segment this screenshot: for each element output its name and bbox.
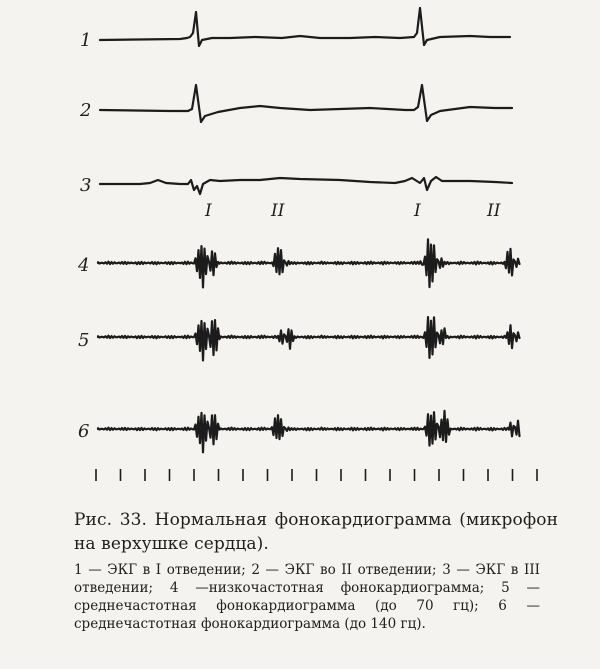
trace-label-3: 3 xyxy=(80,175,92,196)
sound-label-second-1: II xyxy=(271,201,285,221)
ecg-lead-2-trace xyxy=(100,85,512,122)
sound-label-first-1: I xyxy=(205,201,212,221)
pcg-mid-frequency-140-trace xyxy=(98,411,520,453)
pcg-low-frequency-trace xyxy=(98,239,520,287)
trace-label-2: 2 xyxy=(80,100,92,121)
figure-caption: Рис. 33. Нормальная фонокардиограмма (микрофон на верхушке сердца). xyxy=(74,510,558,554)
pcg-mid-frequency-70-trace xyxy=(98,317,520,360)
trace-label-4: 4 xyxy=(78,255,90,276)
trace-label-1: 1 xyxy=(80,30,92,51)
sound-label-first-2: I xyxy=(414,201,421,221)
figure-legend: 1 — ЭКГ в I отведении; 2 — ЭКГ во II отведении; 3 — ЭКГ в III отведении; 4 —низкочастотная фонокардиограмма; 5 — среднечастотная фонокардиограмма (до 70 гц); 6 — среднечастотная фонокардиограмма (до 140 гц). xyxy=(74,562,540,632)
trace-label-5: 5 xyxy=(78,330,90,351)
time-marker-ticks xyxy=(96,469,537,481)
ecg-lead-3-trace xyxy=(100,177,512,194)
ecg-lead-1-trace xyxy=(100,8,510,46)
sound-label-second-2: II xyxy=(487,201,501,221)
trace-label-6: 6 xyxy=(78,421,90,442)
